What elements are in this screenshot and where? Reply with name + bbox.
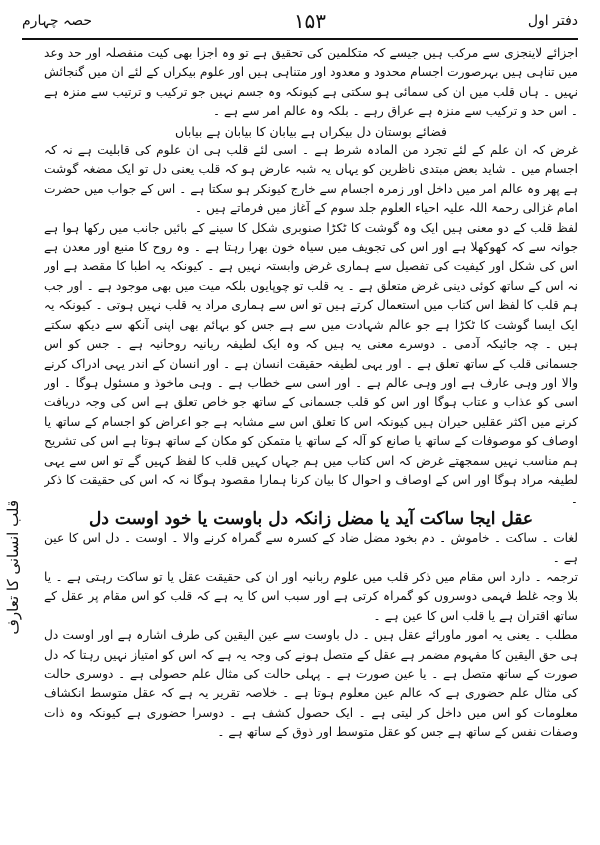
part-title: حصہ چہارم [22, 13, 93, 29]
paragraph-3: لفظ قلب کے دو معنی ہیں ایک وہ گوشت کا ٹکڑا صنوبری شکل کا سینے کے بائیں جانب میں رکھا ہوا ہے جوانہ سے کہ کھوکھلا ہے اور اس کی تجویف میں سیاہ خون بھرا رہتا ہے ۔ وہ روح کا منبع اور معدن ہے اس کی شکل اور کیفیت کی تفصیل سے ہماری غرض وابستہ نہیں ہے ۔ کیونکہ یہ اطبا کا مقصد ہے اور نہ اس کے ساتھ کوئی دینی غرض متعلق ہے ۔ یہ قلب تو چوپایوں بلکہ میت میں بھی موجود ہے ۔ اور جب ہم قلب کا لفظ اس کتاب میں استعمال کرتے ہیں تو اس سے ہماری مراد یہ قلب نہیں ہوتی ۔ کیونکہ یہ ایک ایسا گوشت کا ٹکڑا ہے جو عالم شہادت میں سے ہے جس کو بہائم بھی اپنی آنکھ سے دیکھ سکتے ہیں ۔ چہ جائیکہ آدمی ۔ دوسرے معنی یہ ہیں کہ وہ ایک لطیفہ ربانیہ روحانیہ ہے ۔ جس کو اس جسمانی قلب کے ساتھ تعلق ہے ۔ اور یہی لطیفہ حقیقت انسان ہے ۔ اور انسان کے اندر یہی ادراک کرنے والا اور وہی عارف ہے اور وہی عالم ہے ۔ اور اسی سے خطاب ہے ۔ وہی ماخوذ و مسئول ہوگا ۔ اور اسی کو عذاب و عتاب ہوگا اور اس کو قلب جسمانی کے ساتھ جو خاص تعلق ہے اس کی وجہ دریافت کرنے میں اکثر عقلیں حیران ہیں کیونکہ اس کا تعلق اس سے مشابہ ہے جو اعراض کو اجسام کے ساتھ یا اوصاف کو موصوفات کے ساتھ یا صانع کو آلہ کے ساتھ یا متمکن کو مکان کے ساتھ ہوتا ہے اس کی تشریح ہم مناسب نہیں سمجھتے غرض کہ اس کتاب میں ہم جہاں کہیں قلب کا لفظ کہیں گے تو اس سے یہی لطیفہ مراد ہوگا اور اس کے اوصاف و احوال کا بیان کرنا ہمارا مقصود ہوگا نہ کہ اس کی حقیقت کا ذکر ۔ [44, 220, 578, 507]
page-number: ۱۵۳ [293, 9, 327, 33]
vocabulary-paragraph: لغات ۔ ساکت ۔ خاموش ۔ دم بخود مضل ضاد کے کسرہ سے گمراہ کرنے والا ۔ اوست ۔ دل اس کا عین ہے ۔ [44, 531, 578, 565]
paragraph-2: غرض کہ ان علم کے لئے تجرد من المادہ شرط ہے ۔ اسی لئے قلب ہی ان علوم کی قابلیت ہے نہ کہ اجسام میں ۔ شاید بعض مبتدی ناظرین کو یہاں یہ شبہ عارض ہو کہ قلب یعنی دل تو ایک مضغہ گوشت ہے پھر وہ عالم امر میں داخل اور زمرہ اجسام سے خارج کیونکر ہو سکتا ہے ۔ اس کے جواب میں حضرت امام غزالی رحمۃ اللہ علیہ احیاء العلوم جلد سوم کے آغاز میں فرماتے ہیں ۔ [44, 143, 578, 216]
header-rule [22, 38, 578, 40]
couplet: عقل ایجا ساکت آید یا مضل زانکہ دل باوست یا خود اوست دل [88, 508, 534, 529]
page-body [44, 44, 578, 839]
translation-paragraph: ترجمہ ۔ دارد اس مقام میں ذکر قلب میں علوم ربانیہ اور ان کی حقیقت عقل یا تو ساکت رہتی ہے ۔ یا بلا وجہ غلط فہمی دوسروں کو گمراہ کرتی ہے اور سبب اس کا یہ ہے کہ قلب کو اس مقام پر عقل کے ساتھ اقتران ہے یا قلب اس کا عین ہے ۔ [44, 569, 578, 623]
volume-title: دفتر اول [527, 13, 578, 29]
margin-heading: قلب انسانی کا تعارف [4, 500, 22, 635]
paragraph-1: اجزائے لاینجزی سے مرکب ہیں جیسے کہ متکلمین کی تحقیق ہے تو وہ اجزا بھی کیت منفصلہ اور حد وعد میں تناہی ہیں بہرصورت اجسام محدود و معدود اور متناہی ہیں اور علوم بیکراں کے لئے ان میں گنجائش نہیں ۔ ہاں قلب میں ان کی سمائی ہو سکتی ہے کیونکہ وہ جسم نہیں جو ترکیب و ترتیب سے منزہ ہے ۔ اس حد و ترکیب سے منزہ ہے عراق رہے ۔ بلکہ وہ عالم امر سے ہے ۔ [44, 46, 578, 119]
verse-line: فضائے بوستان دل بیکراں ہے بیابان کا بیابان ہے بیاباں [175, 123, 447, 139]
page-header [22, 6, 578, 36]
explanation-paragraph: مطلب ۔ یعنی یہ امور ماورائے عقل ہیں ۔ دل باوست سے عین الیقین کی طرف اشارہ ہے اور اوست دل ہی حق الیقین کا مفہوم مضمر ہے عقل کے متصل ہونے کی وجہ یہ ہے کہ اس کو امتیاز نہیں رہتا کہ دل صورت کے ساتھ متصل ہے ۔ یا عین صورت ہے ۔ پہلی حالت کی مثال علم حصولی ہے ۔ دوسری حالت کی مثال علم حضوری ہے کہ عالم عین معلوم ہوتا ہے ۔ خلاصہ تقریر یہ ہے کہ عقل متوسط انکشاف معلومات کو اس میں داخل کر لیتی ہے ۔ ایک حصول کشف ہے ۔ دوسرا حضوری ہے کیونکہ وہ ذات وصفات نفس کے ساتھ ہے جس کو عقل متوسط اور ذوق کے ساتھ ہے ۔ [44, 628, 578, 740]
